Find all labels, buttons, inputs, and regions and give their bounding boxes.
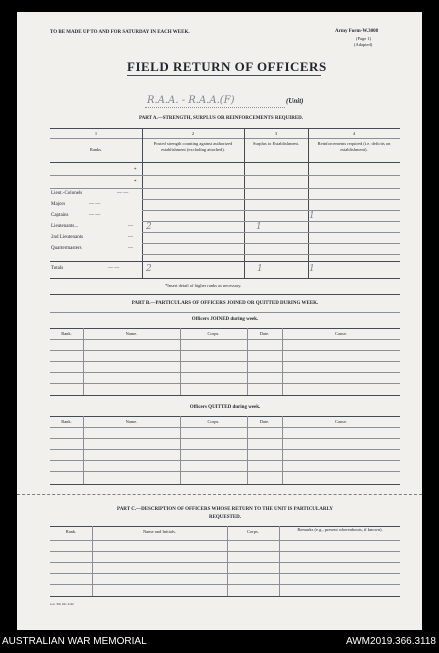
- quitted-col-name: Name.: [125, 419, 138, 424]
- joined-header-bottom: [50, 339, 400, 340]
- totals-surplus: 1: [257, 264, 263, 274]
- rank-dash: — —: [89, 213, 101, 218]
- page-title: FIELD RETURN OF OFFICERS: [127, 59, 327, 74]
- quitted-row-rule: [50, 438, 400, 439]
- form-page: [17, 12, 422, 630]
- joined-col-name: Name.: [125, 331, 138, 336]
- unit-line: [145, 107, 285, 108]
- part-a-heading: PART A.—STRENGTH, SURPLUS OR REINFORCEMENTS REQUIRED.: [138, 116, 304, 121]
- print-code: s.w. 3m 16c 2/42: [50, 602, 74, 606]
- totals-dash: — —: [108, 266, 120, 271]
- part-c-vline: [227, 526, 228, 596]
- quitted-col-corps: Corps.: [207, 419, 220, 424]
- quitted-header-bottom: [50, 427, 400, 428]
- joined-header-top: [50, 328, 400, 329]
- part-c-col-remarks: Remarks (e.g., present whereabouts, if known).: [297, 527, 383, 532]
- col-header-reinforcements: Reinforcements required (i.e. deficits on establishment).: [317, 141, 391, 152]
- quitted-vline: [180, 416, 181, 484]
- quitted-col-date: Date.: [259, 419, 270, 424]
- header-instruction: TO BE MADE UP TO AND FOR SATURDAY IN EACH WEEK.: [50, 30, 190, 35]
- quitted-col-cause: Cause.: [334, 419, 348, 424]
- quitted-header-top: [50, 416, 400, 417]
- rank-dash: —: [128, 224, 133, 229]
- part-c-header-bottom: [50, 540, 400, 541]
- part-c-col-corps: Corps.: [247, 529, 259, 534]
- footer-accession: AWM2019.366.3118: [345, 636, 436, 647]
- rank-dash: —: [128, 235, 133, 240]
- joined-row-rule: [50, 383, 400, 384]
- part-c-heading-line2: REQUESTED.: [208, 515, 242, 520]
- col-header-posted: Posted strength counting against authorized establishment (excluding attached).: [153, 141, 233, 152]
- part-c-row-rule: [50, 551, 400, 552]
- quitted-row-rule: [50, 471, 400, 472]
- part-a-vline-1: [142, 128, 143, 278]
- rank-dash: — —: [117, 191, 129, 196]
- part-c-col-name: Name and Initials.: [142, 529, 177, 534]
- rank-label: Lieutenants...: [51, 224, 79, 229]
- quitted-col-rank: Rank.: [61, 419, 72, 424]
- part-a-row-rule: [142, 232, 400, 233]
- col-number-3: 3: [274, 131, 278, 136]
- part-b-rule: [50, 312, 400, 313]
- part-a-header-rule: [50, 162, 400, 163]
- col-number-1: 1: [94, 131, 98, 136]
- handwritten-lieutenants-posted: 2: [146, 222, 152, 232]
- quitted-vline: [247, 416, 248, 484]
- rank-dash: — —: [89, 202, 101, 207]
- joined-col-cause: Cause.: [334, 331, 348, 336]
- joined-title: Officers JOINED during week.: [191, 317, 259, 322]
- unit-handwritten: R.A.A. - R.A.A.(F): [147, 95, 235, 106]
- part-b-heading: PART B.—PARTICULARS OF OFFICERS JOINED OR QUITTED DURING WEEK.: [131, 301, 319, 306]
- quitted-row-rule: [50, 449, 400, 450]
- part-a-colnum-rule: [50, 138, 400, 139]
- totals-top-rule: [50, 261, 400, 262]
- rank-label: Quartermasters: [51, 246, 82, 251]
- handwritten-lieutenants-surplus: 1: [256, 222, 262, 232]
- form-id: Army Form-W.3008: [335, 29, 379, 34]
- part-a-vline-3: [308, 128, 309, 278]
- col-header-ranks: Ranks.: [89, 147, 103, 152]
- footer-source: AUSTRALIAN WAR MEMORIAL: [2, 636, 147, 647]
- col-header-surplus: Surplus to Establishment.: [252, 141, 300, 146]
- joined-row-rule: [50, 361, 400, 362]
- part-a-vline-2: [244, 128, 245, 278]
- quitted-vline: [282, 416, 283, 484]
- part-c-heading-line1: PART C.—DESCRIPTION OF OFFICERS WHOSE RETURN TO THE UNIT IS PARTICULARLY: [117, 507, 333, 512]
- joined-col-date: Date.: [259, 331, 270, 336]
- part-c-vline: [92, 526, 93, 596]
- rank-label: 2nd Lieutenants: [51, 235, 84, 240]
- part-a-row-rule: [142, 210, 400, 211]
- part-a-row-rule: [50, 175, 400, 176]
- part-c-bottom-rule: [50, 596, 400, 597]
- part-c-row-rule: [50, 584, 400, 585]
- joined-bottom-rule: [50, 395, 400, 396]
- unit-label: (Unit): [286, 97, 304, 105]
- part-b-top-rule: [50, 294, 400, 295]
- perforation-line: [17, 494, 422, 495]
- quitted-row-rule: [50, 460, 400, 461]
- form-adapted: (Adapted): [354, 42, 373, 47]
- col-number-2: 2: [191, 131, 195, 136]
- asterisk-marker: *: [134, 168, 137, 173]
- quitted-vline: [83, 416, 84, 484]
- part-a-row-rule: [50, 188, 400, 189]
- handwritten-captains-reinforcements: 1: [309, 211, 315, 221]
- joined-row-rule: [50, 350, 400, 351]
- totals-label: Totals: [51, 266, 64, 271]
- rank-label: Majors: [51, 202, 66, 207]
- part-c-row-rule: [50, 573, 400, 574]
- part-a-row-rule: [142, 243, 400, 244]
- title-underline: [127, 75, 321, 76]
- part-a-row-rule: [142, 199, 400, 200]
- rank-dash: —: [128, 246, 133, 251]
- part-c-vline: [279, 526, 280, 596]
- part-c-col-rank: Rank.: [65, 529, 77, 534]
- totals-bottom-rule: [50, 278, 400, 279]
- part-c-row-rule: [50, 562, 400, 563]
- quitted-bottom-rule: [50, 484, 400, 485]
- col-number-4: 4: [352, 131, 356, 136]
- totals-posted: 2: [146, 264, 152, 274]
- part-a-row-rule: [142, 254, 400, 255]
- rank-label: Captains: [51, 213, 69, 218]
- joined-row-rule: [50, 372, 400, 373]
- part-a-footnote: *Insert detail of higher ranks as necessary.: [165, 283, 242, 288]
- part-a-row-rule: [142, 221, 400, 222]
- joined-col-corps: Corps.: [207, 331, 220, 336]
- quitted-title: Officers QUITTED during week.: [189, 405, 261, 410]
- totals-reinforcements: 1: [309, 264, 315, 274]
- part-a-top-rule: [50, 128, 400, 129]
- joined-col-rank: Rank.: [61, 331, 72, 336]
- rank-label: Lieut.-Colonels: [51, 191, 83, 196]
- form-page-number: (Page 1): [356, 36, 372, 41]
- asterisk-marker: *: [134, 180, 137, 185]
